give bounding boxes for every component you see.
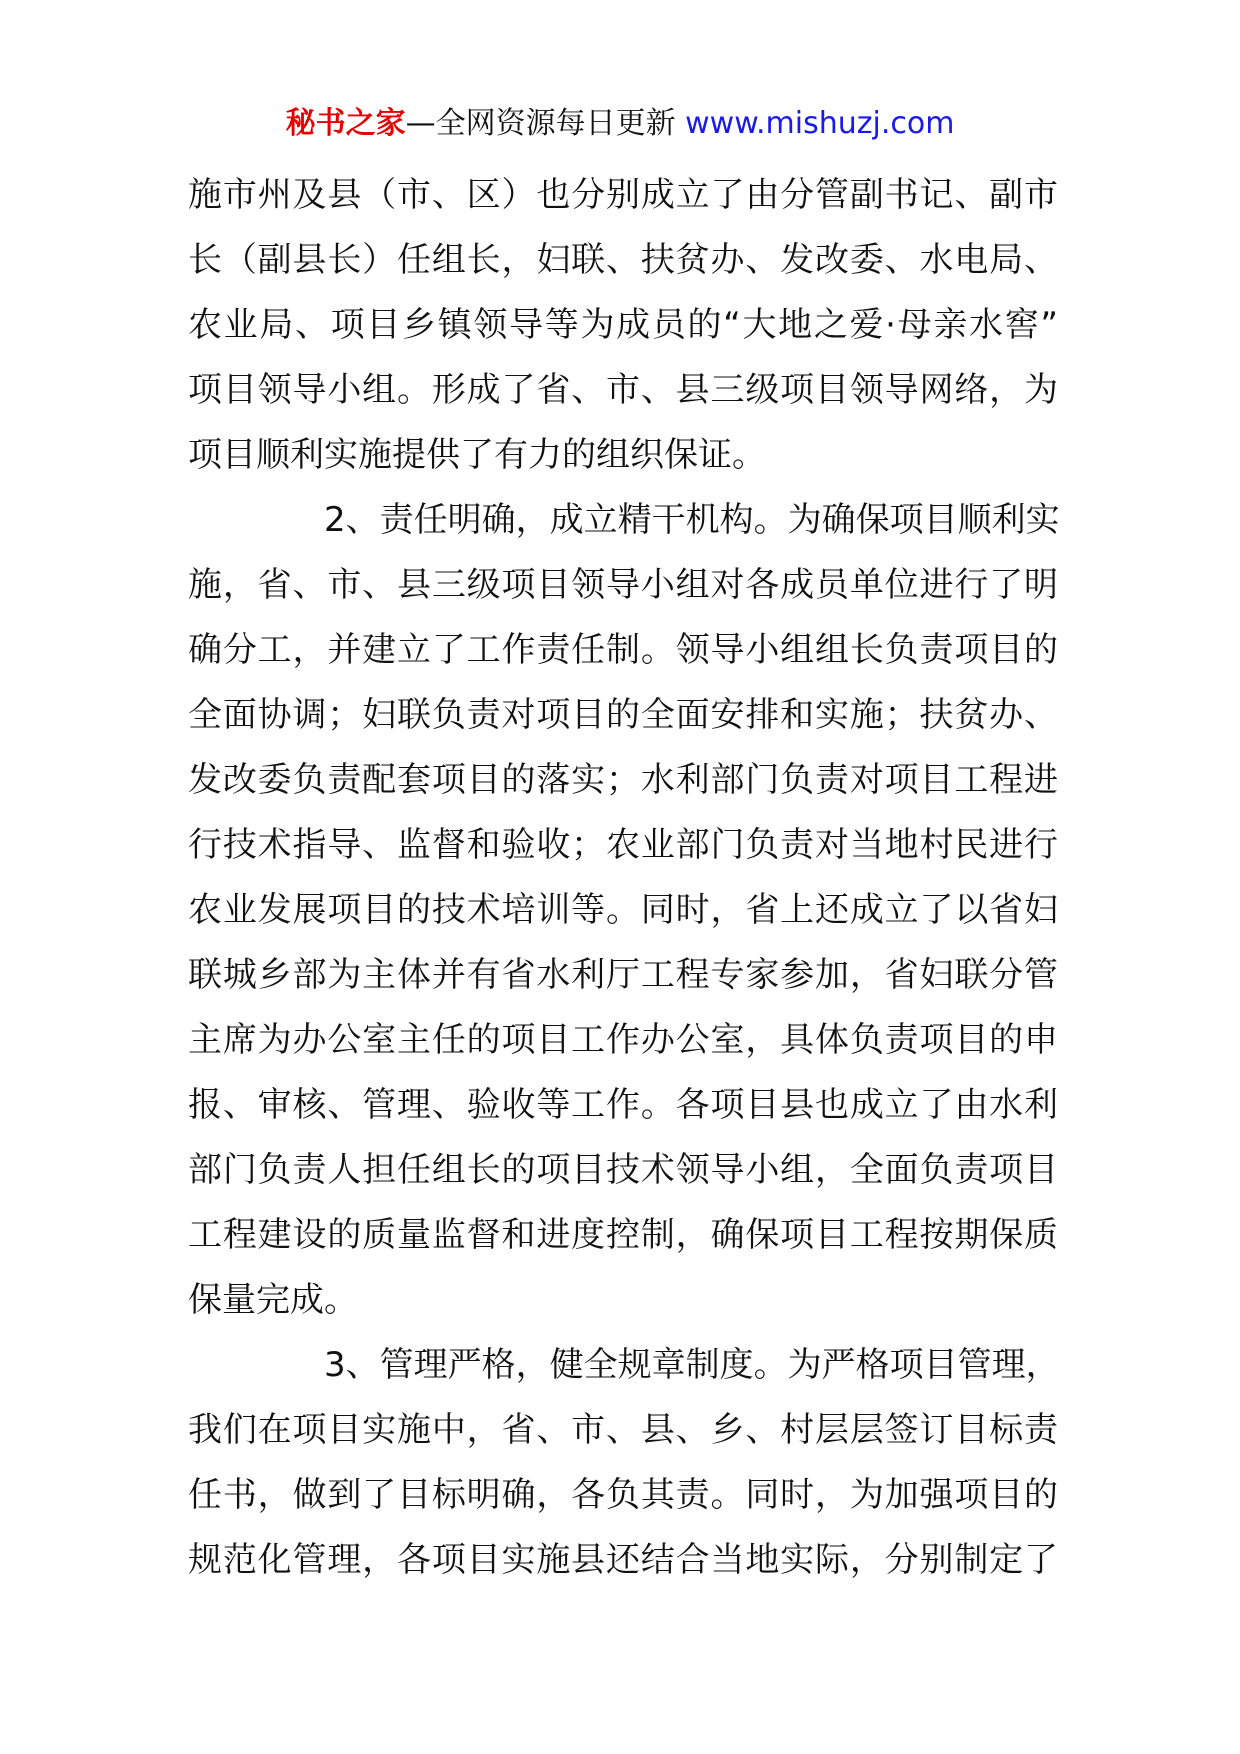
text-line: 联城乡部为主体并有省水利厅工程专家参加，省妇联分管 xyxy=(188,955,1058,995)
page-header xyxy=(0,100,1240,148)
brand-name: 秘书之家 xyxy=(285,106,406,141)
text-line: 我们在项目实施中，省、市、县、乡、村层层签订目标责 xyxy=(188,1410,1058,1450)
text-line: 施市州及县（市、区）也分别成立了由分管副书记、副市 xyxy=(188,175,1058,215)
text-line: 发改委负责配套项目的落实；水利部门负责对项目工程进 xyxy=(188,760,1058,800)
document-body xyxy=(188,163,1058,1593)
text-line: 农业发展项目的技术培训等。同时，省上还成立了以省妇 xyxy=(188,890,1058,930)
text-line: 施，省、市、县三级项目领导小组对各成员单位进行了明 xyxy=(188,565,1058,605)
text-line: 任书，做到了目标明确，各负其责。同时，为加强项目的 xyxy=(188,1475,1058,1515)
text-line: 部门负责人担任组长的项目技术领导小组，全面负责项目 xyxy=(188,1150,1058,1190)
text-line: 项目领导小组。形成了省、市、县三级项目领导网络，为 xyxy=(188,370,1058,410)
text-line: 农业局、项目乡镇领导等为成员的“大地之爱·母亲水窖” xyxy=(188,305,1058,345)
text-line: 主席为办公室主任的项目工作办公室，具体负责项目的申 xyxy=(188,1020,1058,1060)
website-link[interactable]: www.mishuzj.com xyxy=(685,106,955,141)
text-line: 确分工，并建立了工作责任制。领导小组组长负责项目的 xyxy=(188,630,1058,670)
text-line: 工程建设的质量监督和进度控制，确保项目工程按期保质 xyxy=(188,1215,1058,1255)
text-line: 长（副县长）任组长，妇联、扶贫办、发改委、水电局、 xyxy=(188,240,1058,280)
text-line: 项目顺利实施提供了有力的组织保证。 xyxy=(188,435,766,475)
text-line: 规范化管理，各项目实施县还结合当地实际，分别制定了 xyxy=(188,1540,1058,1580)
paragraph-start-line: 2、责任明确，成立精干机构。为确保项目顺利实 xyxy=(324,500,1060,540)
text-line: 行技术指导、监督和验收；农业部门负责对当地村民进行 xyxy=(188,825,1058,865)
text-line: 全面协调；妇联负责对项目的全面安排和实施；扶贫办、 xyxy=(188,695,1058,735)
header-tagline: —全网资源每日更新 xyxy=(405,106,676,141)
text-line: 报、审核、管理、验收等工作。各项目县也成立了由水利 xyxy=(188,1085,1058,1125)
text-line: 保量完成。 xyxy=(188,1280,358,1320)
paragraph-start-line: 3、管理严格，健全规章制度。为严格项目管理， xyxy=(324,1345,1060,1385)
